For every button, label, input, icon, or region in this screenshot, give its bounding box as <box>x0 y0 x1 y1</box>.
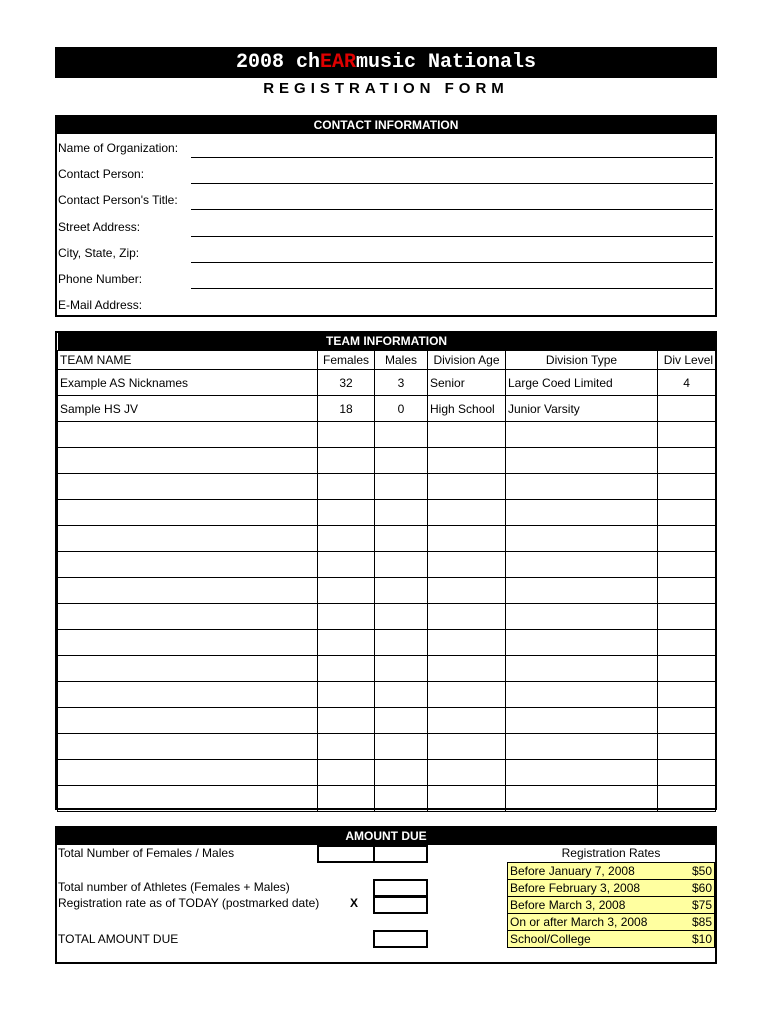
contact-field-label: Contact Person's Title: <box>58 193 178 208</box>
table-cell[interactable] <box>506 422 658 448</box>
table-cell[interactable] <box>506 786 658 812</box>
contact-input-line[interactable] <box>191 288 713 289</box>
rate-row <box>508 863 715 880</box>
table-row <box>58 656 716 682</box>
table-cell[interactable] <box>318 760 375 786</box>
table-cell[interactable] <box>658 734 716 760</box>
table-cell[interactable] <box>318 448 375 474</box>
contact-section <box>55 115 717 317</box>
amount-section <box>55 826 717 964</box>
registration-rates <box>507 845 715 948</box>
table-cell[interactable] <box>318 604 375 630</box>
table-cell[interactable] <box>658 474 716 500</box>
table-cell[interactable] <box>658 630 716 656</box>
table-row <box>58 474 716 500</box>
contact-field-row <box>57 162 715 188</box>
form-subtitle: REGISTRATION FORM <box>263 80 509 97</box>
table-cell[interactable] <box>506 682 658 708</box>
rate-label: Before March 3, 2008 <box>508 897 684 914</box>
table-cell[interactable] <box>428 656 506 682</box>
table-cell[interactable] <box>658 760 716 786</box>
table-cell[interactable] <box>658 422 716 448</box>
rate-row <box>508 880 715 897</box>
total-athletes-label: Total number of Athletes (Females + Males) <box>58 880 290 894</box>
table-cell[interactable] <box>375 786 428 812</box>
table-row <box>58 760 716 786</box>
contact-field-label: City, State, Zip: <box>58 245 140 260</box>
table-cell[interactable] <box>658 396 716 422</box>
table-cell[interactable] <box>375 578 428 604</box>
table-cell[interactable] <box>658 682 716 708</box>
table-cell[interactable] <box>658 604 716 630</box>
table-cell[interactable] <box>58 500 318 526</box>
table-cell[interactable] <box>58 474 318 500</box>
table-row <box>58 422 716 448</box>
table-row <box>58 604 716 630</box>
column-header: TEAM NAME <box>58 351 318 370</box>
table-cell[interactable] <box>506 552 658 578</box>
table-row <box>58 734 716 760</box>
total-due-label: TOTAL AMOUNT DUE <box>58 932 179 946</box>
table-cell[interactable] <box>506 734 658 760</box>
table-cell[interactable] <box>318 630 375 656</box>
contact-input-line[interactable] <box>191 209 713 210</box>
table-cell[interactable] <box>375 760 428 786</box>
table-cell[interactable]: Junior Varsity <box>506 396 658 422</box>
title-prefix: 2008 ch <box>235 51 320 74</box>
title-suffix: music Nationals <box>356 51 537 74</box>
table-cell[interactable] <box>58 656 318 682</box>
table-cell[interactable] <box>318 500 375 526</box>
table-cell[interactable] <box>58 708 318 734</box>
table-cell[interactable] <box>318 656 375 682</box>
team-section <box>55 331 717 810</box>
table-cell[interactable] <box>506 656 658 682</box>
contact-field-row <box>57 136 715 162</box>
table-cell[interactable] <box>506 604 658 630</box>
table-row <box>58 786 716 812</box>
contact-input-line[interactable] <box>191 262 713 263</box>
multiply-sign: X <box>350 896 359 910</box>
table-row <box>58 526 716 552</box>
table-cell[interactable] <box>658 526 716 552</box>
table-cell[interactable] <box>506 526 658 552</box>
contact-field-row <box>57 241 715 267</box>
table-cell[interactable] <box>375 682 428 708</box>
table-cell[interactable] <box>318 578 375 604</box>
column-header: Division Age <box>428 351 506 370</box>
contact-field-label: Contact Person: <box>58 167 145 182</box>
form-title <box>55 47 717 78</box>
table-cell[interactable] <box>58 526 318 552</box>
contact-field-row <box>57 293 715 319</box>
rate-price: $10 <box>684 931 715 948</box>
table-cell[interactable] <box>58 552 318 578</box>
rate-field[interactable] <box>373 896 428 914</box>
contact-field-row <box>57 267 715 293</box>
table-cell[interactable] <box>58 422 318 448</box>
contact-input-line[interactable] <box>191 236 713 237</box>
table-cell[interactable] <box>58 448 318 474</box>
contact-field-row <box>57 188 715 214</box>
table-cell[interactable] <box>428 604 506 630</box>
title-highlight: EAR <box>319 51 356 74</box>
table-row <box>58 552 716 578</box>
table-cell[interactable] <box>428 526 506 552</box>
table-cell[interactable] <box>318 526 375 552</box>
rate-label: Before February 3, 2008 <box>508 880 684 897</box>
contact-field-row <box>57 215 715 241</box>
table-cell[interactable] <box>375 552 428 578</box>
contact-field-label: Name of Organization: <box>58 141 179 155</box>
contact-header: CONTACT INFORMATION <box>57 117 715 134</box>
table-cell[interactable] <box>375 500 428 526</box>
table-row <box>58 370 716 396</box>
table-cell[interactable] <box>318 734 375 760</box>
total-due-field[interactable] <box>373 930 428 948</box>
table-cell[interactable]: 32 <box>318 370 375 396</box>
table-cell[interactable] <box>58 682 318 708</box>
table-cell[interactable] <box>58 760 318 786</box>
table-cell[interactable] <box>658 552 716 578</box>
table-cell[interactable] <box>428 422 506 448</box>
table-row <box>58 500 716 526</box>
rate-price: $60 <box>684 880 715 897</box>
rate-price: $50 <box>684 863 715 880</box>
table-cell[interactable] <box>506 448 658 474</box>
table-cell[interactable] <box>428 500 506 526</box>
table-cell[interactable] <box>658 448 716 474</box>
table-cell[interactable]: 4 <box>658 370 716 396</box>
rate-price: $75 <box>684 897 715 914</box>
table-cell[interactable]: Example AS Nicknames <box>58 370 318 396</box>
table-cell[interactable] <box>375 708 428 734</box>
table-cell[interactable] <box>318 552 375 578</box>
table-cell[interactable] <box>58 578 318 604</box>
table-cell[interactable] <box>506 708 658 734</box>
table-cell[interactable] <box>375 604 428 630</box>
table-cell[interactable] <box>428 630 506 656</box>
table-cell[interactable] <box>506 578 658 604</box>
contact-field-label: Street Address: <box>58 219 141 234</box>
table-cell[interactable] <box>428 734 506 760</box>
rate-label: Before January 7, 2008 <box>508 863 684 880</box>
table-cell[interactable] <box>506 630 658 656</box>
table-cell[interactable]: Large Coed Limited <box>506 370 658 396</box>
rate-row <box>508 914 715 931</box>
team-header: TEAM INFORMATION <box>58 333 716 351</box>
table-cell[interactable] <box>375 734 428 760</box>
table-cell[interactable] <box>428 578 506 604</box>
table-cell[interactable] <box>375 630 428 656</box>
table-cell[interactable] <box>428 682 506 708</box>
table-cell[interactable] <box>428 552 506 578</box>
table-cell[interactable] <box>658 578 716 604</box>
contact-field-label: E-Mail Address: <box>58 298 143 313</box>
table-row <box>58 448 716 474</box>
rate-label: On or after March 3, 2008 <box>508 914 684 931</box>
contact-input-line[interactable] <box>191 183 713 184</box>
table-cell[interactable]: Sample HS JV <box>58 396 318 422</box>
table-cell[interactable] <box>58 786 318 812</box>
table-cell[interactable] <box>658 500 716 526</box>
table-cell[interactable] <box>428 708 506 734</box>
table-cell[interactable] <box>428 760 506 786</box>
table-cell[interactable]: 18 <box>318 396 375 422</box>
table-cell[interactable] <box>506 760 658 786</box>
table-cell[interactable] <box>428 474 506 500</box>
table-row <box>58 630 716 656</box>
table-cell[interactable] <box>658 786 716 812</box>
contact-input-line[interactable] <box>191 157 713 158</box>
contact-input-line[interactable] <box>191 293 713 319</box>
table-cell[interactable] <box>318 422 375 448</box>
rate-row <box>508 931 715 948</box>
table-cell[interactable] <box>428 786 506 812</box>
table-cell[interactable] <box>658 708 716 734</box>
contact-field-label: Phone Number: <box>58 272 143 286</box>
table-cell[interactable] <box>375 526 428 552</box>
table-row <box>58 578 716 604</box>
table-cell[interactable] <box>375 656 428 682</box>
column-header: Males <box>375 351 428 370</box>
total-athletes-field[interactable] <box>373 879 428 897</box>
column-header: Div Level <box>658 351 716 370</box>
table-row <box>58 396 716 422</box>
table-cell[interactable] <box>506 474 658 500</box>
table-cell[interactable]: High School <box>428 396 506 422</box>
table-cell[interactable] <box>375 448 428 474</box>
table-cell[interactable] <box>58 630 318 656</box>
table-cell[interactable] <box>506 500 658 526</box>
amount-header: AMOUNT DUE <box>57 828 715 845</box>
team-table <box>57 333 716 812</box>
table-cell[interactable] <box>658 656 716 682</box>
rate-label: School/College <box>508 931 684 948</box>
rate-label: Registration rate as of TODAY (postmarked date) <box>58 896 320 910</box>
table-row <box>58 708 716 734</box>
column-header: Division Type <box>506 351 658 370</box>
column-header: Females <box>318 351 375 370</box>
table-row <box>58 682 716 708</box>
table-cell[interactable] <box>318 682 375 708</box>
total-females-field[interactable] <box>317 845 375 863</box>
table-cell[interactable] <box>428 448 506 474</box>
table-cell[interactable] <box>318 474 375 500</box>
table-cell[interactable] <box>318 708 375 734</box>
table-cell[interactable]: 3 <box>375 370 428 396</box>
table-cell[interactable] <box>318 786 375 812</box>
table-cell[interactable] <box>58 734 318 760</box>
rates-title: Registration Rates <box>561 846 661 860</box>
table-cell[interactable]: Senior <box>428 370 506 396</box>
table-cell[interactable] <box>58 604 318 630</box>
team-column-headers <box>58 351 716 370</box>
table-cell[interactable] <box>375 474 428 500</box>
total-males-field[interactable] <box>373 845 428 863</box>
rate-row <box>508 897 715 914</box>
table-cell[interactable] <box>375 422 428 448</box>
rate-price: $85 <box>684 914 715 931</box>
total-fm-label: Total Number of Females / Males <box>58 846 235 860</box>
table-cell[interactable]: 0 <box>375 396 428 422</box>
